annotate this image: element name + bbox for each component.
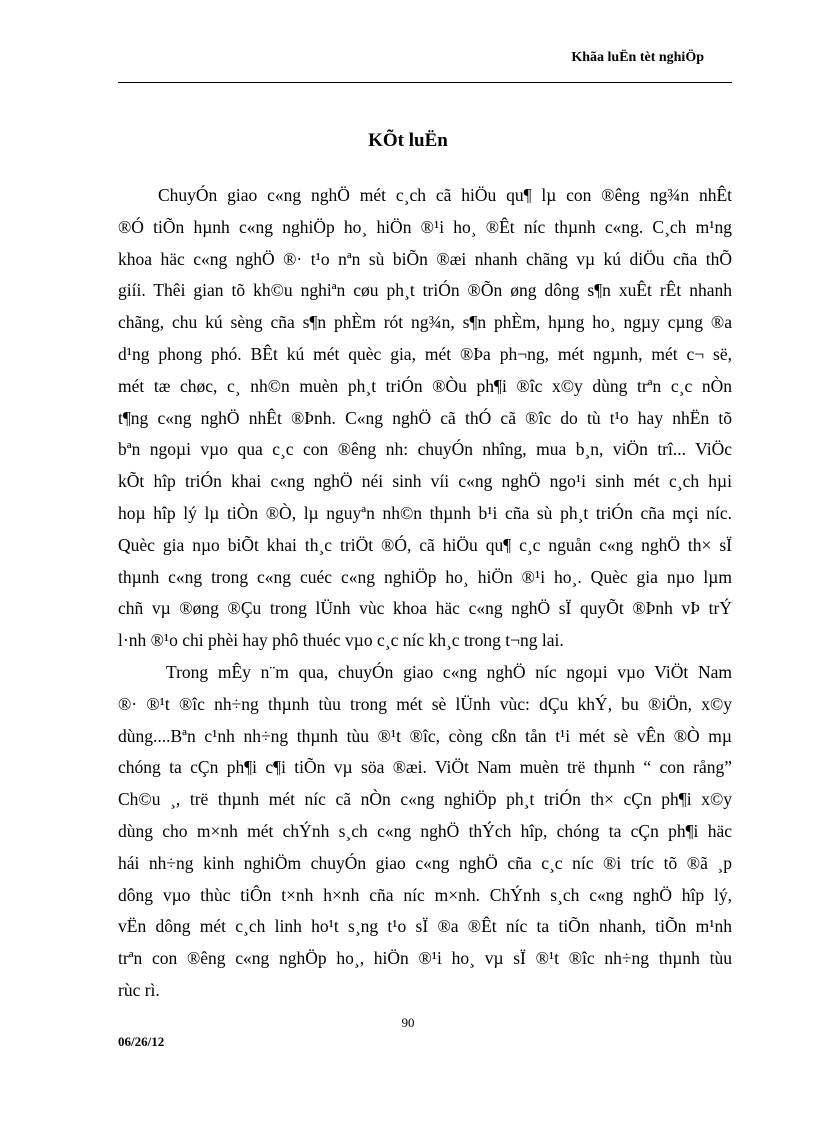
text-line: vËn dông mét c¸ch linh ho¹t s¸ng t¹o sÏ ®a ®Êt níc ta tiÕn nhanh, tiÕn m¹nh xyxy=(118,916,732,937)
text-line: Trong mÊy n¨m qua, chuyÓn giao c«ng nghÖ níc ngoµi vµo ViÖt Nam xyxy=(166,661,732,682)
text-line: mét tæ chøc, c¸ nh©n muèn ph¸t triÓn ®Òu ph¶i ®îc x©y dùng trªn c¸c nÒn xyxy=(118,375,732,396)
footer-date: 06/26/12 xyxy=(118,1034,165,1049)
text-line: ChuyÓn giao c«ng nghÖ mét c¸ch cã hiÖu qu¶ lµ con ®êng ng¾n nhÊt xyxy=(158,185,732,205)
text-line: d¹ng phong phó. BÊt kú mét quèc gia, mét ®Þa ph¬ng, mét ngµnh, mét c¬ së, xyxy=(118,343,732,364)
running-header: Khãa luËn tèt nghiÖp xyxy=(571,50,704,65)
text-line: kÕt hîp triÓn khai c«ng nghÖ néi sinh víi c«ng nghÖ ngo¹i sinh mét c¸ch hµi xyxy=(118,471,732,492)
paragraph xyxy=(118,657,732,1007)
text-line: thµnh c«ng trong c«ng cuéc c«ng nghiÖp ho¸ hiÖn ®¹i ho¸. Quèc gia nµo lµm xyxy=(118,566,732,587)
page-title: KÕt luËn xyxy=(368,130,448,151)
body-text xyxy=(118,180,732,1007)
text-line: hái nh÷ng kinh nghiÖm chuyÓn giao c«ng nghÖ cña c¸c níc ®i tríc tõ ®ã ¸p xyxy=(118,852,732,873)
text-line: khoa häc c«ng nghÖ ®· t¹o nªn sù biÕn ®æi nhanh chãng vµ kú diÖu cña thÕ xyxy=(118,248,732,269)
text-line: dông vµo thùc tiÔn t×nh h×nh cña níc m×nh. ChÝnh s¸ch c«ng nghÖ hîp lý, xyxy=(118,884,732,905)
page-number: 90 xyxy=(401,1015,415,1030)
text-line: chãng, chu kú sèng cña s¶n phÈm rót ng¾n, s¶n phÈm, hµng ho¸ ngµy cµng ®a xyxy=(118,312,732,333)
text-line: Quèc gia nµo biÕt khai th¸c triÖt ®Ó, cã hiÖu qu¶ c¸c nguån c«ng nghÖ th× sÏ xyxy=(118,534,732,555)
paragraph xyxy=(118,180,732,657)
text-line: t¶ng c«ng nghÖ nhÊt ®Þnh. C«ng nghÖ cã thÓ cã ®îc do tù t¹o hay nhËn tõ xyxy=(118,407,732,428)
text-line: giíi. Thêi gian tõ kh©u nghiªn cøu ph¸t triÓn ®Õn øng dông s¶n xuÊt rÊt nhanh xyxy=(118,280,732,301)
text-line: l·nh ®¹o chi phèi hay phô thuéc vµo c¸c níc kh¸c trong t¬ng lai. xyxy=(118,630,564,651)
text-line: chñ vµ ®øng ®Çu trong lÜnh vùc khoa häc c«ng nghÖ sÏ quyÕt ®Þnh vÞ trÝ xyxy=(118,598,732,619)
text-line: ®Ó tiÕn hµnh c«ng nghiÖp ho¸ hiÖn ®¹i ho¸ ®Êt níc thµnh c«ng. C¸ch m¹ng xyxy=(118,216,732,237)
text-line: trªn con ®êng c«ng nghÖp ho¸, hiÖn ®¹i ho¸ vµ sÏ ®¹t ®îc nh÷ng thµnh tùu xyxy=(118,948,732,969)
text-line: rùc rì. xyxy=(118,979,160,1000)
text-line: dùng....Bªn c¹nh nh÷ng thµnh tùu ®¹t ®îc, còng cßn tån t¹i mét sè vÊn ®Ò mµ xyxy=(118,725,732,746)
text-line: hoµ hîp lý lµ tiÒn ®Ò, lµ nguyªn nh©n thµnh b¹i cña sù ph¸t triÓn cña mçi níc. xyxy=(118,502,732,523)
text-line: dùng cho m×nh mét chÝnh s¸ch c«ng nghÖ thÝch hîp, chóng ta cÇn ph¶i häc xyxy=(118,820,732,841)
text-line: chóng ta cÇn ph¶i c¶i tiÕn vµ söa ®æi. ViÖt Nam muèn trë thµnh “ con rång” xyxy=(118,757,732,778)
text-line: Ch©u ¸, trë thµnh mét níc cã nÒn c«ng nghiÖp ph¸t triÓn th× cÇn ph¶i x©y xyxy=(118,789,732,810)
header-rule xyxy=(118,82,732,83)
text-line: bªn ngoµi vµo qua c¸c con ®êng nh: chuyÓn nhîng, mua b¸n, viÖn trî... ViÖc xyxy=(118,439,732,460)
text-line: ®· ®¹t ®îc nh÷ng thµnh tùu trong mét sè lÜnh vùc: dÇu khÝ, bu ®iÖn, x©y xyxy=(118,693,732,714)
